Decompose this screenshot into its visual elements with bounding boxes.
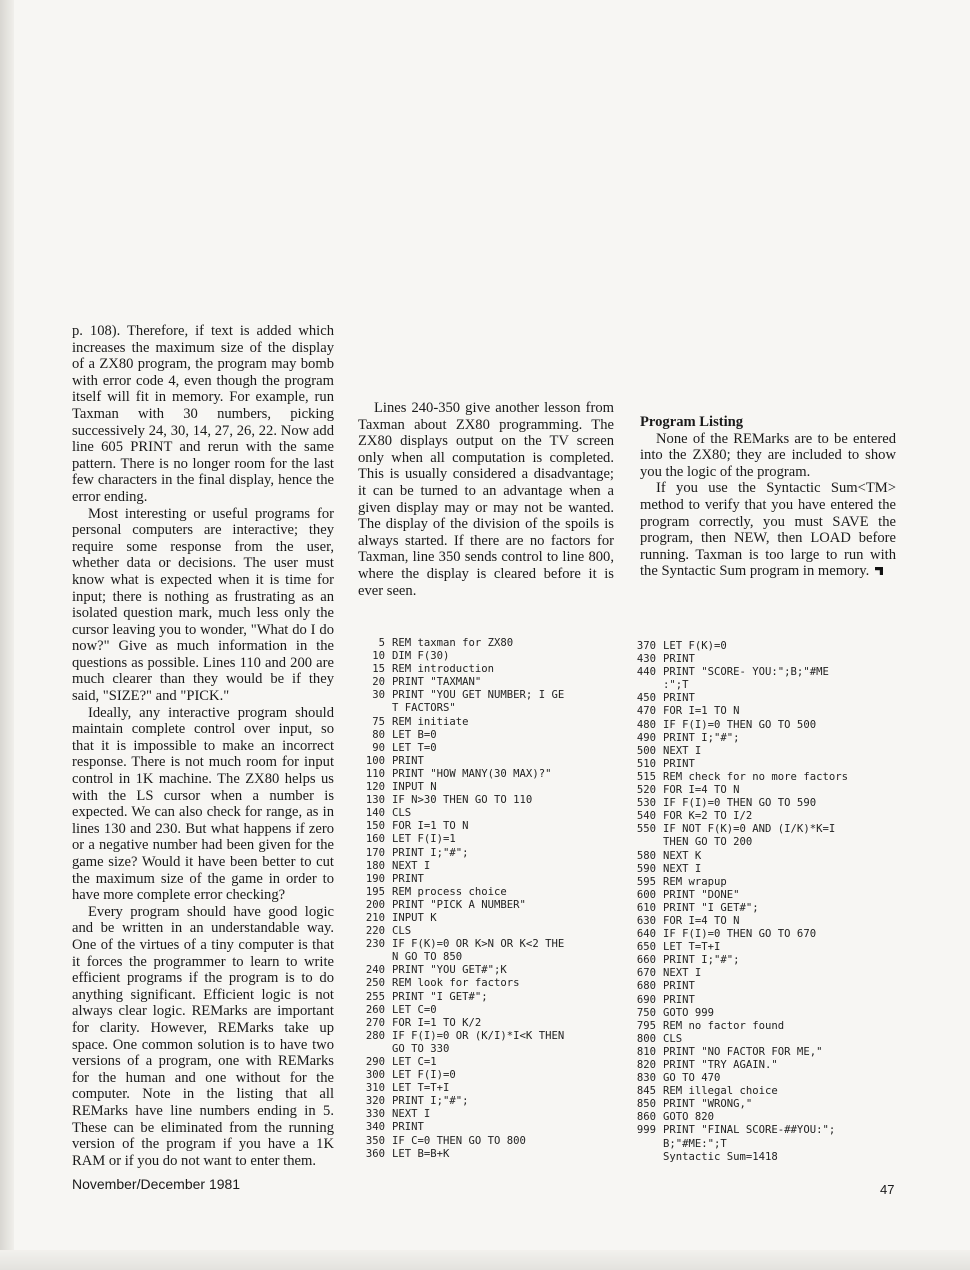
line-number: 270 (365, 1016, 385, 1029)
code-line (626, 915, 848, 928)
program-listing-left (355, 637, 564, 1161)
line-number: 999 (636, 1124, 656, 1137)
line-number: 230 (365, 938, 385, 951)
code-line (355, 964, 564, 977)
line-number: 30 (372, 689, 385, 702)
code-text: GO TO 470 (663, 1072, 721, 1085)
code-text: PRINT I;"#"; (392, 1095, 469, 1108)
line-number: 160 (365, 833, 385, 846)
code-text: PRINT "HOW MANY(30 MAX)?" (392, 767, 552, 780)
code-line (626, 967, 848, 980)
code-line (355, 991, 564, 1004)
code-line (355, 820, 564, 833)
code-text: PRINT (663, 980, 695, 993)
paragraph-text: If you use the Syntactic Sum<TM> method to verify that you have entered the program correctly, you must SAVE the program, then NEW, then LOAD before running. Taxman is too large to run with the Syntactic Sum program in memory. (640, 480, 896, 580)
code-text: PRINT (392, 872, 424, 885)
line-number: 290 (365, 1056, 385, 1068)
code-text: LET B=B+K (392, 1147, 450, 1160)
code-line (626, 771, 848, 784)
line-number: 595 (636, 875, 656, 888)
code-line (355, 847, 564, 860)
paragraph: Lines 240-350 give another lesson from Taxman about ZX80 programming. The ZX80 displays output on the TV screen only when all computation is completed. This is usually considered a disadvantage; it can be turned to an advantage when a given display may or may not be wanted. The display of the division of the spoils is always started. If there are no factors for Taxman, line 350 sends control to line 800, where the display is cleared before it is ever seen. (358, 400, 614, 599)
code-line (626, 1007, 848, 1020)
code-continuation: T FACTORS" (392, 702, 456, 715)
code-line (355, 899, 564, 912)
line-number: 630 (636, 914, 656, 927)
line-number: 75 (372, 715, 385, 728)
code-text: FOR K=2 TO I/2 (663, 810, 753, 823)
paragraph: None of the REMarks are to be entered into the ZX80; they are included to show you the logic of the program. (640, 430, 896, 480)
line-number: 450 (636, 692, 656, 705)
code-line (355, 1148, 564, 1161)
code-text: PRINT (663, 757, 695, 770)
code-text: FOR I=1 TO N (663, 705, 740, 718)
code-text: IF F(I)=0 OR (K/I)*I<K THEN (392, 1029, 565, 1042)
line-number: 590 (636, 862, 656, 875)
syntactic-sum: Syntactic Sum=1418 (663, 1150, 778, 1163)
code-line (626, 666, 848, 679)
code-line (355, 768, 564, 781)
code-text: PRINT "DONE" (663, 888, 740, 901)
line-number: 250 (365, 977, 385, 990)
code-text: PRINT "WRONG," (663, 1098, 753, 1111)
code-line (355, 716, 564, 729)
line-number: 670 (636, 967, 656, 980)
code-text: LET F(K)=0 (663, 640, 727, 652)
code-line (355, 977, 564, 990)
line-number: 170 (365, 846, 385, 859)
line-number: 490 (636, 731, 656, 744)
code-line (355, 650, 564, 663)
code-continuation: GO TO 330 (392, 1042, 450, 1055)
page-binding-edge (0, 0, 14, 1270)
code-line (355, 1004, 564, 1017)
code-line (355, 886, 564, 899)
code-line (355, 833, 564, 846)
line-number: 610 (636, 901, 656, 914)
line-number: 440 (636, 666, 656, 679)
line-number: 690 (636, 993, 656, 1006)
code-line (355, 1095, 564, 1108)
code-text: PRINT "SCORE- YOU:";B;"#ME (663, 666, 829, 679)
page-bottom-edge (0, 1250, 970, 1270)
code-line (355, 873, 564, 886)
line-number: 150 (365, 820, 385, 833)
line-number: 110 (365, 767, 385, 780)
code-line (626, 784, 848, 797)
code-line (626, 941, 848, 954)
line-number: 500 (636, 744, 656, 757)
code-line (355, 781, 564, 794)
code-text: REM process choice (392, 885, 507, 898)
code-line (355, 1030, 564, 1043)
line-number: 750 (636, 1006, 656, 1019)
code-line (626, 640, 848, 653)
code-text: NEXT I (663, 744, 702, 757)
code-text: PRINT "PICK A NUMBER" (392, 898, 526, 911)
code-line (626, 980, 848, 993)
code-line (626, 1124, 848, 1137)
code-text: PRINT "YOU GET#";K (392, 964, 507, 977)
code-line (355, 912, 564, 925)
paragraph: Most interesting or useful programs for personal computers are interactive; they require some response from the user, whether data or decisions. The user must know what is expected when it is time for input; there is nothing as frustrating as an isolated question mark, much less only the cursor leaving you to wonder, "What do I do now?" Give as much information in the questions as possible. Lines 110 and 200 are much clearer than they would be if they said, "SIZE?" and "PICK." (72, 505, 334, 705)
code-text: REM no factor found (663, 1019, 785, 1032)
code-line (355, 1017, 564, 1030)
line-number: 430 (636, 653, 656, 666)
code-line (626, 954, 848, 967)
line-number: 180 (365, 859, 385, 872)
code-line (355, 1121, 564, 1134)
code-continuation: N GO TO 850 (392, 951, 463, 964)
code-text: NEXT I (663, 967, 702, 980)
line-number: 580 (636, 849, 656, 862)
code-text: IF NOT F(K)=0 AND (I/K)*K=I (663, 823, 836, 836)
code-line (626, 732, 848, 745)
code-text: REM illegal choice (663, 1085, 778, 1098)
code-text: PRINT "FINAL SCORE-##YOU:"; (663, 1124, 836, 1137)
line-number: 550 (636, 823, 656, 836)
code-text: FOR I=1 TO N (392, 820, 469, 833)
code-text: NEXT I (392, 1108, 431, 1121)
line-number: 280 (365, 1029, 385, 1042)
line-number: 130 (365, 794, 385, 807)
code-text: LET F(I)=0 (392, 1069, 456, 1082)
code-line (355, 794, 564, 807)
code-line (355, 925, 564, 938)
code-text: FOR I=4 TO N (663, 784, 740, 797)
code-text: CLS (663, 1032, 683, 1045)
code-text: CLS (392, 807, 412, 820)
section-heading: Program Listing (640, 414, 744, 430)
line-number: 810 (636, 1045, 656, 1058)
code-text: PRINT (663, 993, 695, 1006)
code-line (626, 1072, 848, 1085)
line-number: 240 (365, 964, 385, 977)
code-text: LET C=1 (392, 1056, 437, 1068)
line-number: 830 (636, 1072, 656, 1085)
line-number: 350 (365, 1134, 385, 1147)
code-line (355, 807, 564, 820)
code-text: DIM F(30) (392, 650, 450, 663)
line-number: 480 (636, 718, 656, 731)
code-text: IF F(K)=0 OR K>N OR K<2 THE (392, 938, 565, 951)
code-line (626, 692, 848, 705)
paragraph: p. 108). Therefore, if text is added which increases the maximum size of the display of a ZX80 program, the program may bomb with error code 4, even though the program itself will fit in memory. For example, run Taxman with 30 numbers, picking successively 24, 30, 14, 27, 26, 22. Now add line 605 PRINT and rerun with the same pattern. There is no longer room for the last few characters in the final display, hence the error ending. (72, 323, 334, 505)
body-column-1 (72, 323, 334, 1169)
code-text: REM look for factors (392, 977, 520, 990)
line-number: 470 (636, 705, 656, 718)
line-number: 850 (636, 1098, 656, 1111)
code-text: GOTO 999 (663, 1006, 715, 1019)
line-number: 845 (636, 1085, 656, 1098)
code-line (355, 637, 564, 650)
code-line (626, 745, 848, 758)
line-number: 340 (365, 1121, 385, 1134)
line-number: 20 (372, 676, 385, 689)
line-number: 320 (365, 1095, 385, 1108)
code-text: IF N>30 THEN GO TO 110 (392, 794, 533, 807)
code-line (626, 797, 848, 810)
code-text: FOR I=4 TO N (663, 914, 740, 927)
code-text: IF C=0 THEN GO TO 800 (392, 1134, 526, 1147)
line-number: 100 (365, 754, 385, 767)
code-text: PRINT "TRY AGAIN." (663, 1059, 778, 1071)
code-line (355, 1082, 564, 1095)
code-line (355, 676, 564, 689)
code-line (626, 653, 848, 666)
code-line (355, 860, 564, 873)
code-line (626, 1085, 848, 1098)
code-text: PRINT "I GET#"; (663, 901, 759, 914)
line-number: 860 (636, 1111, 656, 1124)
line-number: 90 (372, 741, 385, 754)
code-text: IF F(I)=0 THEN GO TO 670 (663, 928, 817, 941)
code-text: LET T=T+I (663, 941, 721, 954)
code-line (355, 742, 564, 755)
line-number: 330 (365, 1108, 385, 1121)
code-text: PRINT (392, 1121, 424, 1134)
code-text: REM check for no more factors (663, 770, 848, 783)
code-text: IF F(I)=0 THEN GO TO 500 (663, 718, 817, 731)
code-text: REM initiate (392, 715, 469, 728)
code-continuation: THEN GO TO 200 (663, 836, 753, 849)
code-line (626, 902, 848, 915)
end-of-article-icon (875, 567, 883, 575)
code-text: NEXT I (392, 859, 431, 872)
code-line (355, 1108, 564, 1121)
code-text: LET B=0 (392, 728, 437, 741)
line-number: 210 (365, 911, 385, 924)
code-line (626, 1046, 848, 1059)
code-text: PRINT (663, 692, 695, 705)
code-line (626, 810, 848, 823)
code-line (626, 994, 848, 1007)
code-text: PRINT "TAXMAN" (392, 676, 482, 689)
code-line (626, 823, 848, 836)
code-text: INPUT N (392, 781, 437, 794)
line-number: 220 (365, 925, 385, 938)
line-number: 795 (636, 1019, 656, 1032)
code-text: LET T=T+I (392, 1082, 450, 1095)
line-number: 515 (636, 770, 656, 783)
issue-date: November/December 1981 (72, 1176, 241, 1192)
code-text: PRINT I;"#"; (392, 846, 469, 859)
line-number: 15 (372, 663, 385, 676)
line-number: 370 (636, 640, 656, 652)
line-number: 260 (365, 1003, 385, 1016)
code-line (355, 663, 564, 676)
code-text: GOTO 820 (663, 1111, 715, 1124)
code-line (626, 1033, 848, 1046)
code-line (626, 1020, 848, 1033)
code-continuation: :";T (663, 679, 689, 692)
line-number: 310 (365, 1082, 385, 1095)
code-line (355, 1056, 564, 1069)
line-number: 360 (365, 1147, 385, 1160)
code-line (355, 938, 564, 951)
paragraph: Every program should have good logic and be written in an understandable way. One of the virtues of a tiny computer is that it forces the programmer to learn to write efficient programs if the program is to do anything significant. Efficient logic is not always clear logic. REMarks are important for clarity. However, REMarks take up space. One common solution is to have two versions of a program, one with REMarks for the human and one without for the computer. Note in the listing that all REMarks have line numbers ending in 5. These can be eliminated from the running version of the program if you have a 1K RAM or if you do not want to enter them. (72, 903, 334, 1169)
line-number: 800 (636, 1032, 656, 1045)
line-number: 80 (372, 728, 385, 741)
code-text: PRINT I;"#"; (663, 954, 740, 967)
line-number: 520 (636, 784, 656, 797)
line-number: 255 (365, 990, 385, 1003)
line-number: 200 (365, 898, 385, 911)
line-number: 650 (636, 941, 656, 954)
line-number: 660 (636, 954, 656, 967)
line-number: 300 (365, 1069, 385, 1082)
line-number: 190 (365, 872, 385, 885)
paragraph (640, 480, 896, 580)
code-line (626, 863, 848, 876)
code-line (355, 1069, 564, 1082)
code-line (626, 928, 848, 941)
code-text: REM wrapup (663, 875, 727, 888)
line-number: 820 (636, 1059, 656, 1071)
code-line (626, 850, 848, 863)
code-line (626, 719, 848, 732)
code-line (626, 889, 848, 902)
code-text: FOR I=1 TO K/2 (392, 1016, 482, 1029)
line-number: 540 (636, 810, 656, 823)
paragraph: Ideally, any interactive program should maintain complete control over input, so that it is impossible to make an incorrect response. There is not much room for input control in 1K machine. The ZX80 helps us with the LS cursor when a number is expected. We can also check for range, as in lines 130 and 230. But what happens if zero or a negative number had been given for the game size? Would it have been better to cut the maximum size of the game in order to have more complete error checking? (72, 704, 334, 904)
line-number: 600 (636, 888, 656, 901)
body-column-3 (640, 414, 896, 580)
code-line (355, 729, 564, 742)
code-line (355, 689, 564, 702)
program-listing-right (626, 640, 848, 1164)
code-text: PRINT "YOU GET NUMBER; I GE (392, 689, 565, 702)
code-text: PRINT (392, 754, 424, 767)
code-text: LET T=0 (392, 741, 437, 754)
code-text: LET F(I)=1 (392, 833, 456, 846)
code-line (355, 1135, 564, 1148)
line-number: 140 (365, 807, 385, 820)
code-line (626, 876, 848, 889)
line-number: 120 (365, 781, 385, 794)
line-number: 195 (365, 885, 385, 898)
code-continuation: B;"#ME:";T (663, 1137, 727, 1150)
code-text: PRINT "I GET#"; (392, 990, 488, 1003)
code-line (355, 755, 564, 768)
code-text: PRINT I;"#"; (663, 731, 740, 744)
code-text: CLS (392, 925, 412, 938)
page-number: 47 (880, 1182, 895, 1197)
code-text: PRINT "NO FACTOR FOR ME," (663, 1045, 823, 1058)
code-text: IF F(I)=0 THEN GO TO 590 (663, 797, 817, 810)
code-line (626, 1059, 848, 1072)
code-line (626, 1098, 848, 1111)
line-number: 5 (378, 637, 385, 649)
line-number: 640 (636, 928, 656, 941)
line-number: 680 (636, 980, 656, 993)
code-line (626, 705, 848, 718)
code-text: REM taxman for ZX80 (392, 637, 514, 649)
body-column-2 (358, 400, 614, 599)
code-text: LET C=0 (392, 1003, 437, 1016)
code-text: NEXT K (663, 849, 702, 862)
code-text: NEXT I (663, 862, 702, 875)
code-text: INPUT K (392, 911, 437, 924)
code-text: REM introduction (392, 663, 495, 676)
line-number: 10 (372, 650, 385, 663)
code-line (626, 758, 848, 771)
line-number: 510 (636, 757, 656, 770)
line-number: 530 (636, 797, 656, 810)
code-text: PRINT (663, 653, 695, 666)
code-line (626, 1111, 848, 1124)
